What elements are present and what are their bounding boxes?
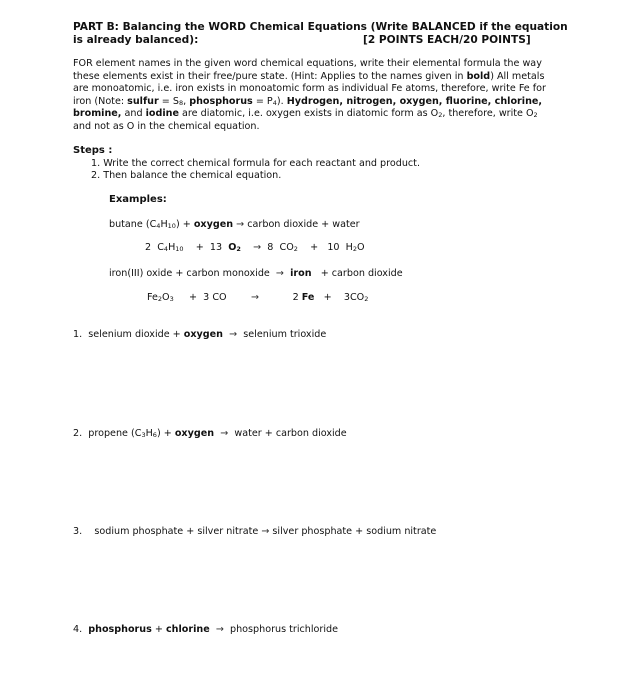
example1-word-equation: butane $(C_4H_{10})$ + oxygen → carbon dioxide + water [109, 219, 360, 230]
arrow-icon: → [229, 329, 238, 340]
arrow-icon: → [220, 428, 229, 439]
arrow-icon: → [253, 242, 262, 253]
example1-formula-equation: 2 $C_4H_{10}$ + 13 $O_2$ → 8 $CO_2$ + 10 $H_2O$ [145, 242, 365, 253]
instructions-paragraph: FOR element names in the given word chemical equations, write their elemental formula the way these elements exist in their free/pure state. (Hint: Applies to the names given in bold) All metals are monoatomic, i.e. iron exists in monoatomic form as individual Fe atoms, therefore, write Fe for iron (Note: sulfur = $S_8$, phosphorus = $P_4$). Hydrogen, nitrogen, oxygen, fluorine, chlorine, bromine, and iodine are diatomic, i.e. oxygen exists in diatomic form as $O_2$, therefore, write $O_2$ and not as O in the chemical equation. [73, 58, 546, 132]
arrow-icon: → [261, 526, 270, 537]
step-item: 1. Write the correct chemical formula for each reactant and product. [91, 158, 420, 169]
arrow-icon: → [236, 219, 245, 230]
examples-heading: Examples: [109, 194, 167, 205]
steps-heading: Steps : [73, 145, 113, 156]
points-label: [2 POINTS EACH/20 POINTS] [363, 34, 531, 46]
arrow-icon: → [215, 624, 224, 635]
step-item: 2. Then balance the chemical equation. [91, 170, 282, 181]
question-2: 2. propene $(C_3H_6)$ + oxygen → water + carbon dioxide [73, 428, 347, 439]
question-4: 4. phosphorus + chlorine → phosphorus trichloride [73, 624, 339, 635]
example2-word-equation: iron(III) oxide + carbon monoxide → iron + carbon dioxide [109, 268, 403, 279]
question-1: 1. selenium dioxide + oxygen → selenium trioxide [73, 329, 327, 340]
question-3: 3. sodium phosphate + silver nitrate → silver phosphate + sodium nitrate [73, 526, 437, 537]
arrow-icon: → [275, 268, 284, 279]
arrow-icon: → [251, 292, 260, 303]
section-title-line2: is already balanced): [73, 34, 199, 46]
section-title: PART B: Balancing the WORD Chemical Equations (Write BALANCED if the equation [73, 21, 568, 33]
example2-formula-equation: $Fe_2O_3$ + 3 CO → 2 Fe + $3CO_2$ [147, 292, 369, 303]
